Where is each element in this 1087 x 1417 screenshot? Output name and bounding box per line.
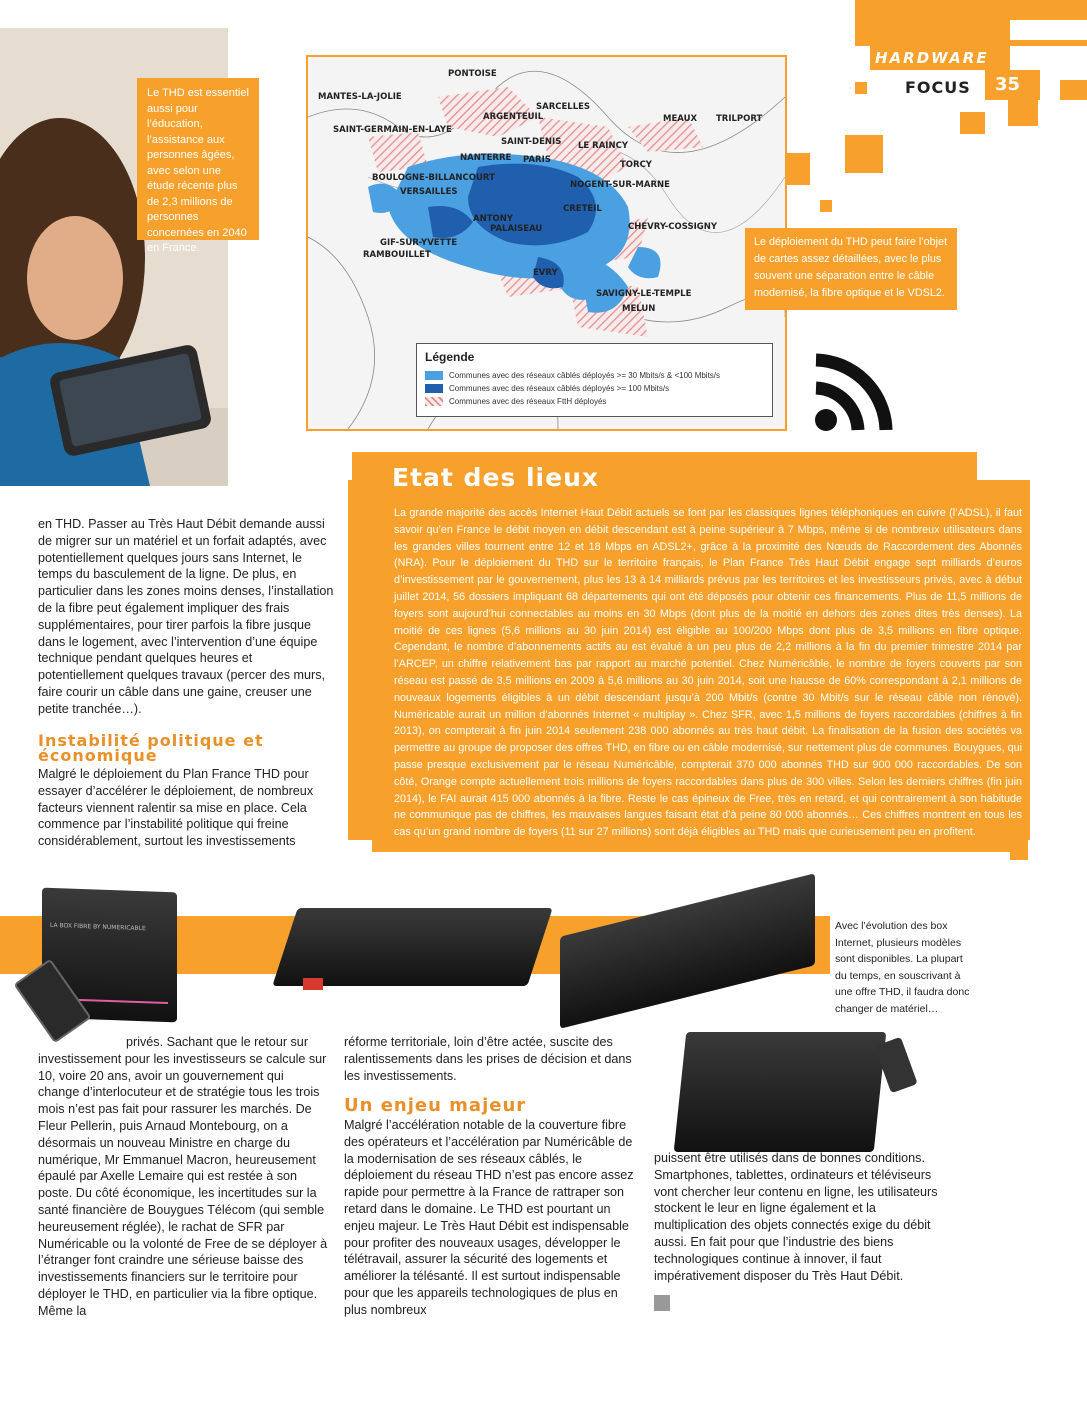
map-place: GIF-SUR-YVETTE [380, 238, 458, 248]
map-place: SAINT-DENIS [501, 137, 562, 147]
map-place: EVRY [533, 268, 558, 278]
map-place: MANTES-LA-JOLIE [318, 92, 402, 102]
article-text-enjeu: Malgré l’accélération notable de la couverture fibre des opérateurs et l’accélération par Numéricâble de la modernisation de ses réseaux câblés, le déploiement du réseau THD n’est pas encore assez rapide pour permettre à la France de rattraper son retard dans le domaine. Le THD est pourtant un enjeu majeur. Le Très Haut Débit est indispensable pour profiter des nouveaux usages, développer le télétravail, assurer la sécurité des logements et améliorer la télésanté. Il est surtout indispensable pour que les appareils technologiques de plus en plus nombreux [344, 1118, 634, 1317]
article-text-col1: en THD. Passer au Très Haut Débit demande aussi de migrer sur un matériel et un forfait adaptés, avec potentiellement quelques jours sans Internet, le temps du basculement de la ligne. De plus, en particulier dans les zones moins denses, l’installation de la fibre peut également impliquer des frais supplémentaires, pour tirer parfois la fibre jusque dans le logement, avec l’intervention d’une équipe technique pendant quelques heures et potentiellement quelques travaux (percer des murs, faire courir un câble dans une gaine, creuser une petite tranchée…). [38, 517, 334, 716]
map-place: PALAISEAU [490, 224, 543, 234]
photo-caption: Le THD est essentiel aussi pour l’éducation, l’assistance aux personnes âgées, avec selon une étude récente plus de 2,3 millions de personnes concernées en 2040 en France. [137, 78, 259, 240]
map-legend [416, 343, 773, 417]
device-box-sfr [272, 908, 552, 986]
header-block [1008, 100, 1038, 126]
map-place: MEAUX [663, 114, 698, 124]
map-place: SAVIGNY-LE-TEMPLE [596, 289, 692, 299]
map-place: SAINT-GERMAIN-EN-LAYE [333, 125, 452, 135]
header-block [855, 82, 867, 94]
map-place: SARCELLES [536, 102, 591, 112]
article-text-instabilite: Malgré le déploiement du Plan France THD pour essayer d’accélérer le déploiement, de nombreux facteurs viennent ralentir sa mise en place. Cela commence par l’instabilité politique qui freine considérablement, surtout les investissements [38, 767, 314, 849]
map-place: NANTERRE [460, 153, 512, 163]
box-title: Etat des lieux [392, 463, 600, 492]
header-block [1010, 20, 1087, 40]
map-place: NOGENT-SUR-MARNE [570, 180, 670, 190]
map-place: VERSAILLES [400, 187, 458, 197]
thd-map [306, 55, 787, 431]
article-text-bottom-col1 [38, 1034, 328, 1320]
end-mark [654, 1295, 670, 1311]
subsection-label: FOCUS [905, 78, 971, 97]
heading-enjeu: Un enjeu majeur [344, 1095, 527, 1116]
map-caption: Le déploiement du THD peut faire l’objet de cartes assez détaillées, avec le plus souvent une séparation entre le câble modernisé, la fibre optique et le VDSL2. [745, 228, 957, 310]
map-place: LE RAINCY [578, 141, 628, 151]
page-number: 35 [995, 74, 1021, 95]
header-block [960, 112, 985, 134]
heading-instabilite: Instabilité politique et économique [38, 731, 264, 765]
section-label: HARDWARE [875, 49, 989, 67]
legend-item [425, 370, 764, 381]
header-block [845, 135, 883, 173]
legend-title: Légende [425, 350, 475, 364]
legend-swatch-dark-blue [425, 384, 443, 393]
legend-label: Communes avec des réseaux câblés déployés >= 100 Mbits/s [449, 384, 670, 393]
map-place: CRETEIL [563, 204, 602, 214]
box-text: La grande majorité des accès Internet Haut Débit actuels se font par les classiques lignes téléphoniques en cuivre (l’ADSL), il faut savoir qu’en France le débit moyen en débit descendant est à peine supérieur à 7 Mbps, même si de nombreux utilisateurs dans les grandes villes tournent entre 12 et 18 Mbps en ADSL2+, grâce à la proximité des Nœuds de Raccordement des Abonnés (NRA). Pour le déploiement du THD sur le territoire français, le Plan France Très Haut Débit engage sept milliards d’euros d’investissement par le gouvernement, plus les 13 à 14 milliards prévus par les territoires et les investisseurs privés, avec à début juillet 2014, 56 dossiers impliquant 68 départements qui ont été déposés pour obtenir ces financements. Plus de 11,5 millions de foyers sont aujourd’hui connectables au moins en 30 Mbps (dont plus de la moitié en dehors des zones dites très denses). La moitié de ces lignes (5,6 millions au 30 juin 2014) est éligible au 100/200 Mbps dont plus de 3,5 millions en fibre optique. Cependant, le nombre d’abonnements actifs au est évalué à un peu plus de 2,2 millions à la fin du premier trimestre 2014 par l’ARCEP, un chiffre relativement bas par rapport au marché potentiel. Chez Numéricâble, le nombre de foyers couverts par son réseau est passé de 3,5 millions en 2009 à 5,6 millions au 30 juin 2014, soit une hausse de 60% correspondant à 2,1 millions de nouveaux logements éligibles à un débit descendant jusqu’à 200 Mbit/s (contre 30 Mbit/s sur le réseau câble non rénové). Numéricable aurait un million d’abonnés Internet « multiplay ». Chez SFR, avec 1,5 millions de foyers raccordables (chiffres à fin 2013), on compterait à fin juin 2014 seulement 238 000 abonnés au très haut débit. La finalisation de la fusion des sociétés va permettre au groupe de proposer des offres THD, en fibre ou en câble modernisé, sur nettement plus de communes. Bouygues, qui passe presque exclusivement par le réseau Numéricâble, compterait 370 000 abonnés THD sur 900 000 raccordables. De son côté, Orange compte actuellement trois millions de foyers raccordables dans plus de 300 villes. Selon les derniers chiffres (fin juin 2014), le FAI aurait 415 000 abonnés à la fibre. Reste le cas épineux de Free, très en retard, et qui contrairement à son habitude ne communique pas de chiffres, les mauvaises langues faisant état d’à peine 80 000 abonnés… Ces chiffres montrent en tous les cas qu’un grand nombre de foyers (11 sur 27 millions) sont déjà éligibles au THD mais que curieusement peu en profitent. [394, 507, 1022, 839]
device-sfr-red-button [303, 978, 323, 990]
map-place: PONTOISE [448, 69, 497, 79]
device-label: LA BOX FIBRE BY NUMERICABLE [50, 921, 146, 933]
map-place: TRILPORT [716, 114, 763, 124]
map-place: MELUN [622, 304, 656, 314]
device-box-bbox [560, 873, 815, 1029]
legend-item [425, 383, 764, 394]
device-remote-2 [874, 1037, 917, 1094]
article-text-bottom-col3: puissent être utilisés dans de bonnes conditions. Smartphones, tablettes, ordinateurs et téléviseurs vont chercher leur contenu en ligne, les utilisateurs stockent le leur en ligne également et la multiplication des objets connectés exige du débit aussi. En fait pour que l’industrie des biens technologiques continue à innover, il faut impérativement disposer du Très Haut Débit. [654, 1151, 938, 1283]
map-place: BOULOGNE-BILLANCOURT [372, 173, 495, 183]
wifi-icon [808, 350, 896, 440]
map-place: CHEVRY-COSSIGNY [628, 222, 717, 232]
header-block [1060, 80, 1087, 100]
legend-swatch-hatch [425, 397, 443, 406]
legend-label: Communes avec des réseaux FttH déployés [449, 397, 607, 406]
device-box-stack [674, 1032, 887, 1152]
map-place: TORCY [620, 160, 652, 170]
map-place: PARIS [523, 155, 551, 165]
legend-item [425, 396, 764, 407]
legend-label: Communes avec des réseaux câblés déployés >= 30 Mbits/s & <100 Mbits/s [449, 371, 721, 380]
header-block [820, 200, 832, 212]
article-text-bottom-col1-text: privés. Sachant que le retour sur investissement pour les investisseurs se calcule sur 10, voire 20 ans, avoir un gouvernement qui change d’interlocuteur et de stratégie tous les trois mois n’est pas fait pour rassurer les marchés. De Fleur Pellerin, puis Arnaud Montebourg, on a désormais un nouveau Ministre en charge du numérique, Mr Emmanuel Macron, heureusement épaulé par Axelle Lemaire qui est restée à son poste. Du côté économique, les incertitudes sur la santé financière de Bouygues Télécom (qui semble heureusement réglée), le rachat de SFR par Numéricable ou la volonté de Free de se déployer à l’étranger font craindre une sérieuse baisse des investissements financiers sur le territoire pour déployer le THD, en particulier via la fibre optique. Même la [38, 1035, 328, 1318]
map-place: ARGENTEUIL [483, 112, 544, 122]
map-place: RAMBOUILLET [363, 250, 431, 260]
article-text-bottom-col2: réforme territoriale, loin d’être actée, suscite des ralentissements dans les prises de décision et dans les investissements. [344, 1035, 632, 1083]
map-place: ANTONY [473, 214, 513, 224]
devices-caption: Avec l’évolution des box Internet, plusieurs modèles sont disponibles. La plupart du temps, en souscrivant à une offre THD, il faudra donc changer de matériel… [835, 920, 970, 1015]
legend-swatch-light-blue [425, 371, 443, 380]
